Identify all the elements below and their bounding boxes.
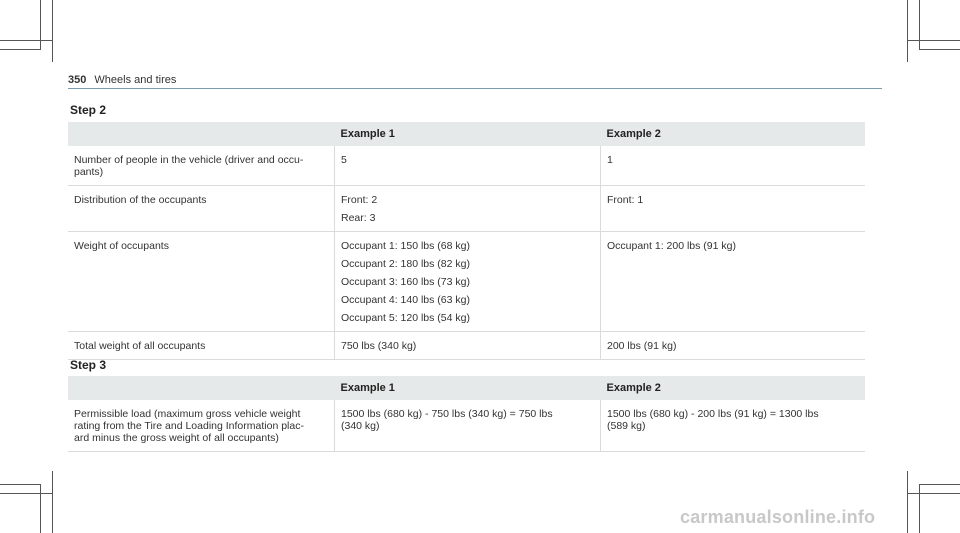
section-title: Wheels and tires xyxy=(94,74,177,86)
row-label: Total weight of all occupants xyxy=(68,332,335,360)
example-2-cell xyxy=(601,332,866,360)
table-header-row xyxy=(68,122,865,146)
cell-line: 1500 lbs (680 kg) - 200 lbs (91 kg) = 1300 lbs (589 kg) xyxy=(607,408,819,432)
crop-mark xyxy=(0,484,41,485)
example-2-cell xyxy=(601,146,866,186)
crop-mark xyxy=(0,49,41,50)
example-2-cell xyxy=(601,400,866,452)
cell-line: Occupant 4: 140 lbs (63 kg) xyxy=(341,294,470,306)
crop-mark xyxy=(907,40,960,41)
header-rule xyxy=(68,88,882,89)
watermark: carmanualsonline.info xyxy=(680,507,876,527)
example-2-cell xyxy=(601,232,866,332)
table-row xyxy=(68,232,865,332)
column-header: Example 2 xyxy=(601,376,866,400)
cell-line: Rear: 3 xyxy=(341,212,376,224)
cell-line: Occupant 3: 160 lbs (73 kg) xyxy=(341,276,470,288)
example-1-cell xyxy=(335,332,601,360)
step-3-table xyxy=(68,376,865,452)
cell-line: 5 xyxy=(341,154,347,166)
crop-mark xyxy=(919,484,920,533)
cell-line: Occupant 5: 120 lbs (54 kg) xyxy=(341,312,470,324)
table-row xyxy=(68,400,865,452)
row-label: Number of people in the vehicle (driver and occu- pants) xyxy=(68,146,335,186)
row-label: Permissible load (maximum gross vehicle weight rating from the Tire and Loading Information plac- ard minus the gross weight of all occupants) xyxy=(68,400,335,452)
crop-mark xyxy=(907,0,908,62)
crop-mark xyxy=(907,493,960,494)
column-header xyxy=(68,376,335,400)
crop-mark xyxy=(919,0,920,49)
crop-mark xyxy=(52,471,53,533)
cell-line: Front: 2 xyxy=(341,194,378,206)
crop-mark xyxy=(40,484,41,533)
cell-line: 200 lbs (91 kg) xyxy=(607,340,677,352)
step-3-title: Step 3 xyxy=(70,358,107,372)
crop-mark xyxy=(0,493,53,494)
crop-mark xyxy=(40,0,41,49)
crop-mark xyxy=(907,471,908,533)
cell-line: 1 xyxy=(607,154,613,166)
page-number: 350 xyxy=(68,74,87,86)
example-1-cell xyxy=(335,232,601,332)
column-header xyxy=(68,122,335,146)
row-label: Weight of occupants xyxy=(68,232,335,332)
column-header: Example 2 xyxy=(601,122,866,146)
step-2-table xyxy=(68,122,865,360)
table-row xyxy=(68,332,865,360)
cell-line: 1500 lbs (680 kg) - 750 lbs (340 kg) = 750 lbs (340 kg) xyxy=(341,408,553,432)
example-2-cell xyxy=(601,186,866,232)
crop-mark xyxy=(0,40,53,41)
table-row xyxy=(68,146,865,186)
running-header xyxy=(68,74,176,86)
example-1-cell xyxy=(335,186,601,232)
cell-line: Occupant 2: 180 lbs (82 kg) xyxy=(341,258,470,270)
cell-line: Occupant 1: 200 lbs (91 kg) xyxy=(607,240,736,252)
cell-line: Occupant 1: 150 lbs (68 kg) xyxy=(341,240,470,252)
table-header-row xyxy=(68,376,865,400)
crop-mark xyxy=(919,484,960,485)
cell-line: Front: 1 xyxy=(607,194,644,206)
table-row xyxy=(68,186,865,232)
column-header: Example 1 xyxy=(335,376,601,400)
example-1-cell xyxy=(335,400,601,452)
cell-line: 750 lbs (340 kg) xyxy=(341,340,417,352)
example-1-cell xyxy=(335,146,601,186)
crop-mark xyxy=(919,49,960,50)
row-label: Distribution of the occupants xyxy=(68,186,335,232)
step-2-title: Step 2 xyxy=(70,103,107,117)
column-header: Example 1 xyxy=(335,122,601,146)
crop-mark xyxy=(52,0,53,62)
